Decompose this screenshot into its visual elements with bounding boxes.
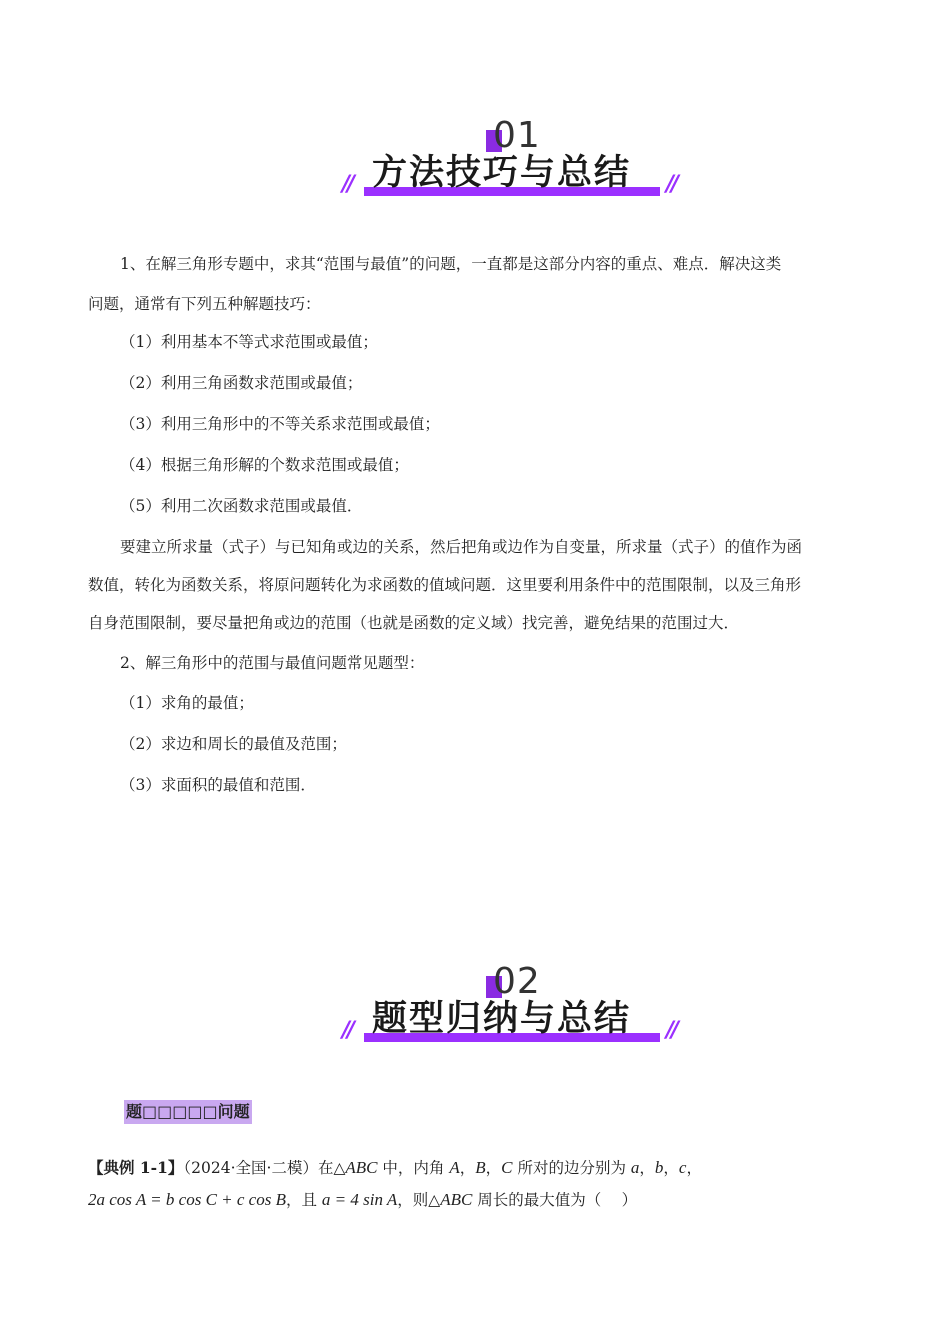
- list-item: （1）利用基本不等式求范围或最值；: [120, 333, 378, 351]
- section-heading-1: [0, 112, 950, 202]
- section-title: 题型归纳与总结: [372, 999, 632, 1039]
- example-line-1: 【典例 1-1】（2024·全国·二模）在△ABC 中，内角 A，B，C 所对的边分别为 a，b，c，: [88, 1158, 702, 1177]
- example-label: 【典例 1-1】: [88, 1158, 184, 1177]
- topic-tag: 题□□□□□问题: [124, 1100, 252, 1124]
- list-item: （4）根据三角形解的个数求范围或最值；: [120, 456, 409, 474]
- equation: 2a cos A = b cos C + c cos B: [88, 1190, 286, 1209]
- paragraph-line: 1、在解三角形专题中，求其“范围与最值”的问题，一直都是这部分内容的重点、难点．解决这类: [120, 255, 782, 273]
- left-slash-decoration: //: [342, 172, 353, 197]
- paragraph-line: 数值，转化为函数关系，将原问题转化为求函数的值域问题．这里要利用条件中的范围限制，以及三角形: [88, 576, 802, 594]
- list-item: （2）利用三角函数求范围或最值；: [120, 374, 363, 392]
- section-title: 方法技巧与总结: [372, 153, 632, 193]
- right-slash-decoration: //: [666, 172, 677, 197]
- list-item: （5）利用二次函数求范围或最值．: [120, 497, 363, 515]
- example-line-2: 2a cos A = b cos C + c cos B，且 a = 4 sin A，则△ABC 周长的最大值为（ ）: [88, 1190, 638, 1209]
- right-slash-decoration: //: [666, 1018, 677, 1043]
- list-item: （2）求边和周长的最值及范围；: [120, 735, 347, 753]
- section-number: 02: [493, 961, 541, 1002]
- paragraph-line: 自身范围限制，要尽量把角或边的范围（也就是函数的定义域）找完善，避免结果的范围过大．: [88, 614, 740, 632]
- paragraph-line: 问题，通常有下列五种解题技巧：: [88, 295, 321, 313]
- paragraph-line: 要建立所求量（式子）与已知角或边的关系，然后把角或边作为自变量，所求量（式子）的值作为函: [120, 538, 803, 556]
- left-slash-decoration: //: [342, 1018, 353, 1043]
- paragraph-line: 2、解三角形中的范围与最值问题常见题型：: [120, 654, 425, 672]
- list-item: （3）求面积的最值和范围．: [120, 776, 316, 794]
- section-number: 01: [493, 115, 541, 156]
- example-source: （2024·全国·二模）: [183, 1159, 318, 1177]
- list-item: （3）利用三角形中的不等关系求范围或最值；: [120, 415, 440, 433]
- section-heading-2: [0, 958, 950, 1048]
- list-item: （1）求角的最值；: [120, 694, 254, 712]
- equation: a = 4 sin A: [321, 1190, 398, 1209]
